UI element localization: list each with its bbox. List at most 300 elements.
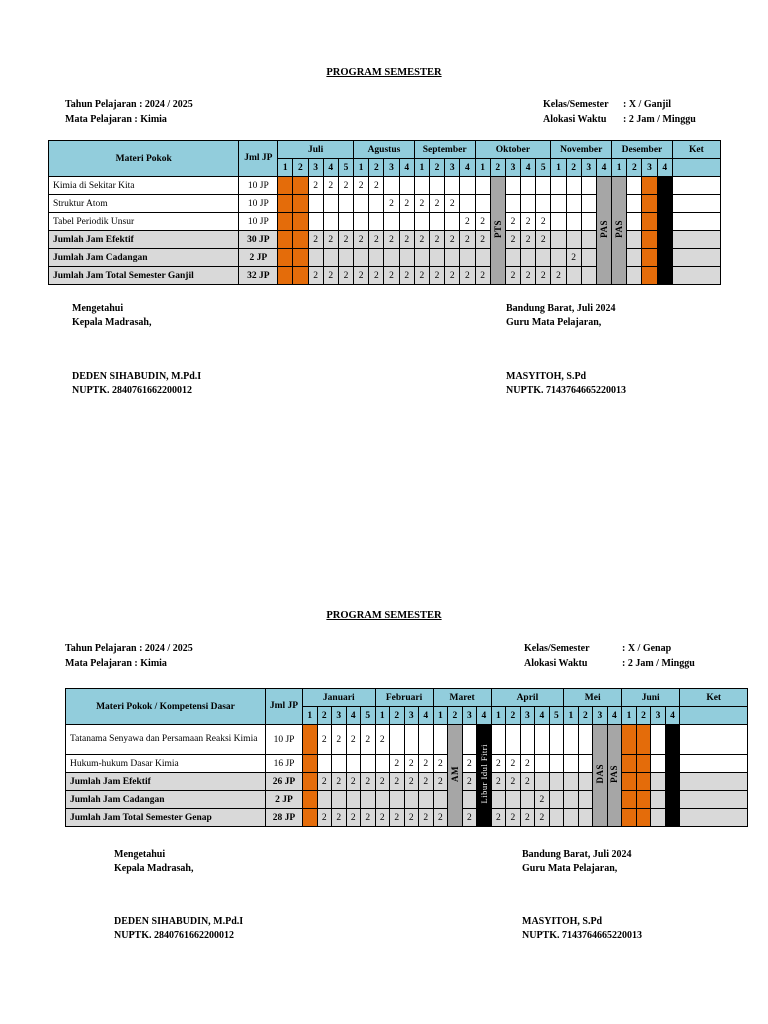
sem1-week-number: 1 <box>354 159 369 177</box>
week-cell <box>657 231 672 249</box>
week-cell: 2 <box>404 809 419 827</box>
week-cell: 2 <box>429 195 444 213</box>
week-cell: 2 <box>462 773 477 791</box>
sem1-week-number: 2 <box>429 159 444 177</box>
week-cell: 2 <box>521 267 536 285</box>
week-cell <box>564 773 579 791</box>
week-cell <box>384 213 399 231</box>
sem2-week-number: 4 <box>607 707 622 725</box>
week-cell: 2 <box>332 773 347 791</box>
week-cell <box>642 195 657 213</box>
week-cell: 2 <box>566 249 581 267</box>
week-cell <box>414 249 429 267</box>
week-cell: 2 <box>551 267 566 285</box>
sem2-week-number: 3 <box>593 707 608 725</box>
week-cell: 2 <box>462 755 477 773</box>
week-cell: 2 <box>520 773 535 791</box>
week-cell <box>622 791 637 809</box>
week-cell <box>566 213 581 231</box>
week-cell <box>293 267 308 285</box>
sem2-kelas-value: : X / Genap <box>622 643 672 654</box>
week-cell: 2 <box>491 755 506 773</box>
week-cell <box>308 213 323 231</box>
week-cell: 2 <box>369 267 384 285</box>
sem1-pas-column-2 <box>612 177 627 285</box>
table-row <box>66 755 748 773</box>
week-cell <box>414 177 429 195</box>
week-cell <box>578 755 593 773</box>
week-cell <box>429 249 444 267</box>
week-cell <box>505 177 520 195</box>
week-cell <box>551 249 566 267</box>
sem2-month-januari: Januari <box>303 689 376 707</box>
sem1-week-number: 2 <box>627 159 642 177</box>
sem2-week-number: 3 <box>332 707 347 725</box>
materi-cell: Hukum-hukum Dasar Kimia <box>66 755 266 773</box>
sem2-week-number: 2 <box>317 707 332 725</box>
sem2-schedule-table <box>65 688 748 827</box>
week-cell <box>627 231 642 249</box>
week-cell <box>536 177 551 195</box>
week-cell <box>536 249 551 267</box>
sem1-week-number: 2 <box>490 159 505 177</box>
week-cell <box>642 213 657 231</box>
week-cell: 2 <box>414 267 429 285</box>
sem2-info-left <box>65 641 193 671</box>
week-cell <box>535 773 550 791</box>
week-cell <box>535 725 550 755</box>
materi-cell: Tabel Periodik Unsur <box>49 213 239 231</box>
week-cell <box>636 755 651 773</box>
week-cell <box>338 213 353 231</box>
week-cell <box>549 755 564 773</box>
materi-cell: Struktur Atom <box>49 195 239 213</box>
sem1-week-number: 4 <box>460 159 475 177</box>
week-cell <box>303 755 318 773</box>
materi-cell: Jumlah Jam Efektif <box>66 773 266 791</box>
table-row <box>66 725 748 755</box>
sem2-kepala-name: DEDEN SIHABUDIN, M.Pd.I <box>114 916 244 927</box>
week-cell <box>278 231 293 249</box>
week-cell: 2 <box>375 809 390 827</box>
ket-cell <box>680 725 748 755</box>
sem2-mapel-label: Mata Pelajaran : <box>65 658 138 669</box>
week-cell <box>521 195 536 213</box>
week-cell: 2 <box>535 809 550 827</box>
week-cell <box>369 213 384 231</box>
week-cell <box>303 791 318 809</box>
week-cell <box>657 177 672 195</box>
week-cell <box>521 177 536 195</box>
sem2-week-number: 1 <box>564 707 579 725</box>
sem2-libur-column <box>477 725 492 827</box>
week-cell <box>578 773 593 791</box>
week-cell <box>520 791 535 809</box>
week-cell <box>651 791 666 809</box>
sem1-pas-column-2-label: PAS <box>614 220 625 238</box>
sem1-sig-left <box>72 302 151 330</box>
week-cell: 2 <box>354 267 369 285</box>
sem1-ket-blank <box>672 159 720 177</box>
week-cell: 2 <box>354 231 369 249</box>
week-cell: 2 <box>475 213 490 231</box>
week-cell: 2 <box>460 213 475 231</box>
week-cell: 2 <box>433 755 448 773</box>
sem2-tahun-label: Tahun Pelajaran : <box>65 643 143 654</box>
week-cell: 2 <box>332 809 347 827</box>
sem1-kelas-value: : X / Ganjil <box>623 99 672 110</box>
materi-cell: Jumlah Jam Total Semester Ganjil <box>49 267 239 285</box>
ket-cell <box>680 791 748 809</box>
jml-cell: 28 JP <box>266 809 303 827</box>
week-cell <box>636 791 651 809</box>
week-cell <box>354 213 369 231</box>
week-cell <box>636 809 651 827</box>
week-cell <box>622 809 637 827</box>
week-cell <box>581 213 596 231</box>
ket-cell <box>672 213 720 231</box>
week-cell <box>627 213 642 231</box>
week-cell: 2 <box>384 267 399 285</box>
sem2-libur-column-label: Libur Idul Fitri <box>478 744 489 804</box>
week-cell <box>566 177 581 195</box>
sem2-pas-column <box>607 725 622 827</box>
week-cell <box>578 809 593 827</box>
sem1-col-ket: Ket <box>672 141 720 159</box>
sem2-mapel-value: Kimia <box>140 658 167 669</box>
week-cell <box>278 177 293 195</box>
week-cell <box>642 231 657 249</box>
week-cell <box>375 791 390 809</box>
week-cell: 2 <box>346 773 361 791</box>
sem2-col-jml: Jml JP <box>266 689 303 725</box>
sem1-week-number: 1 <box>612 159 627 177</box>
week-cell: 2 <box>375 725 390 755</box>
sem1-week-number: 4 <box>657 159 672 177</box>
week-cell: 2 <box>520 755 535 773</box>
week-cell <box>317 791 332 809</box>
week-cell: 2 <box>505 267 520 285</box>
week-cell <box>361 755 376 773</box>
week-cell <box>338 195 353 213</box>
sem2-week-number: 5 <box>361 707 376 725</box>
materi-cell: Tatanama Senyawa dan Persamaan Reaksi Kimia <box>66 725 266 755</box>
week-cell: 2 <box>460 267 475 285</box>
week-cell: 2 <box>384 195 399 213</box>
sem2-kepala: Kepala Madrasah, <box>114 863 194 874</box>
week-cell: 2 <box>361 773 376 791</box>
week-cell <box>521 249 536 267</box>
week-cell <box>627 177 642 195</box>
week-cell <box>332 791 347 809</box>
week-cell <box>293 177 308 195</box>
week-cell <box>390 791 405 809</box>
week-cell <box>399 213 414 231</box>
week-cell: 2 <box>354 177 369 195</box>
week-cell <box>636 725 651 755</box>
week-cell <box>520 725 535 755</box>
week-cell <box>549 791 564 809</box>
week-cell <box>551 177 566 195</box>
ket-cell <box>672 267 720 285</box>
week-cell <box>404 791 419 809</box>
sem2-week-number: 4 <box>477 707 492 725</box>
week-cell <box>375 755 390 773</box>
week-cell <box>657 249 672 267</box>
sem1-alokasi-value: : 2 Jam / Minggu <box>623 114 696 125</box>
sem1-guru-nuptk: NUPTK. 7143764665220013 <box>506 385 626 396</box>
sem1-alokasi-label: Alokasi Waktu <box>543 114 607 125</box>
jml-cell: 10 JP <box>266 725 303 755</box>
week-cell <box>429 177 444 195</box>
week-cell: 2 <box>506 773 521 791</box>
week-cell <box>323 213 338 231</box>
week-cell <box>346 755 361 773</box>
week-cell <box>566 267 581 285</box>
week-cell <box>578 725 593 755</box>
week-cell: 2 <box>323 267 338 285</box>
week-cell: 2 <box>317 725 332 755</box>
sem2-month-februari: Februari <box>375 689 433 707</box>
sem1-kepala-name: DEDEN SIHABUDIN, M.Pd.I <box>72 371 202 382</box>
week-cell <box>293 249 308 267</box>
week-cell: 2 <box>419 773 434 791</box>
sem1-week-number: 3 <box>384 159 399 177</box>
sem1-week-number: 3 <box>581 159 596 177</box>
sem1-pts-column-label: PTS <box>492 219 503 238</box>
sem1-month-agustus: Agustus <box>354 141 415 159</box>
week-cell: 2 <box>433 809 448 827</box>
week-cell: 2 <box>361 725 376 755</box>
sem2-am-column-label: AM <box>449 766 460 782</box>
week-cell <box>293 231 308 249</box>
sem2-guru-nuptk: NUPTK. 7143764665220013 <box>522 930 642 941</box>
sem2-week-number: 1 <box>303 707 318 725</box>
week-cell: 2 <box>505 213 520 231</box>
sem1-sig-left-name <box>72 370 201 398</box>
materi-cell: Kimia di Sekitar Kita <box>49 177 239 195</box>
week-cell: 2 <box>505 231 520 249</box>
week-cell: 2 <box>536 267 551 285</box>
sem2-alokasi-value: : 2 Jam / Minggu <box>622 658 695 669</box>
sem1-month-oktober: Oktober <box>475 141 551 159</box>
week-cell: 2 <box>536 213 551 231</box>
sem1-mapel-value: Kimia <box>140 114 167 125</box>
sem1-week-number: 1 <box>475 159 490 177</box>
week-cell <box>506 791 521 809</box>
week-cell <box>622 755 637 773</box>
week-cell <box>665 809 680 827</box>
sem2-week-number: 1 <box>622 707 637 725</box>
sem1-kelas-label: Kelas/Semester <box>543 99 609 110</box>
week-cell <box>278 195 293 213</box>
week-cell: 2 <box>462 809 477 827</box>
sem2-week-number: 1 <box>375 707 390 725</box>
sem2-week-number: 4 <box>535 707 550 725</box>
week-cell <box>475 177 490 195</box>
week-cell <box>551 195 566 213</box>
week-cell <box>390 725 405 755</box>
sem1-week-number: 4 <box>596 159 611 177</box>
jml-cell: 26 JP <box>266 773 303 791</box>
week-cell <box>429 213 444 231</box>
sem1-guru-name: MASYITOH, S.Pd <box>506 371 587 382</box>
week-cell <box>651 773 666 791</box>
week-cell <box>332 755 347 773</box>
week-cell <box>293 213 308 231</box>
jml-cell: 2 JP <box>266 791 303 809</box>
week-cell: 2 <box>332 725 347 755</box>
week-cell <box>293 195 308 213</box>
table-row <box>66 791 748 809</box>
week-cell <box>369 195 384 213</box>
week-cell: 2 <box>536 231 551 249</box>
sem1-pas-column-1-label: PAS <box>598 220 609 238</box>
week-cell <box>399 177 414 195</box>
week-cell <box>278 213 293 231</box>
week-cell <box>578 791 593 809</box>
week-cell <box>462 791 477 809</box>
week-cell <box>665 773 680 791</box>
sem2-kepala-nuptk: NUPTK. 2840761662200012 <box>114 930 234 941</box>
ket-cell <box>672 177 720 195</box>
week-cell <box>505 195 520 213</box>
week-cell: 2 <box>491 773 506 791</box>
sem1-col-materi: Materi Pokok <box>49 141 239 177</box>
sem2-week-number: 1 <box>433 707 448 725</box>
materi-cell: Jumlah Jam Cadangan <box>66 791 266 809</box>
sem2-place-date: Bandung Barat, Juli 2024 <box>522 849 632 860</box>
sem2-das-column <box>593 725 608 827</box>
week-cell: 2 <box>369 177 384 195</box>
jml-cell: 2 JP <box>239 249 278 267</box>
week-cell: 2 <box>491 809 506 827</box>
sem1-place-date: Bandung Barat, Juli 2024 <box>506 303 616 314</box>
week-cell <box>564 725 579 755</box>
sem2-week-number: 5 <box>549 707 564 725</box>
week-cell <box>564 791 579 809</box>
week-cell <box>581 231 596 249</box>
sem2-week-number: 2 <box>506 707 521 725</box>
week-cell: 2 <box>361 809 376 827</box>
week-cell <box>627 195 642 213</box>
sem2-sig-left-name <box>114 915 243 943</box>
sem2-week-number: 3 <box>651 707 666 725</box>
week-cell: 2 <box>308 177 323 195</box>
sem1-week-number: 2 <box>369 159 384 177</box>
sem2-tahun-value: 2024 / 2025 <box>144 643 193 654</box>
week-cell <box>303 809 318 827</box>
sem2-kelas-label: Kelas/Semester <box>524 643 590 654</box>
week-cell <box>399 249 414 267</box>
sem2-sig-right <box>522 848 631 876</box>
week-cell: 2 <box>317 809 332 827</box>
sem1-week-number: 5 <box>536 159 551 177</box>
week-cell: 2 <box>506 809 521 827</box>
week-cell: 2 <box>506 755 521 773</box>
sem2-week-number: 4 <box>346 707 361 725</box>
jml-cell: 30 JP <box>239 231 278 249</box>
week-cell <box>445 249 460 267</box>
jml-cell: 10 JP <box>239 177 278 195</box>
week-cell <box>354 249 369 267</box>
sem1-week-number: 1 <box>551 159 566 177</box>
week-cell <box>303 773 318 791</box>
week-cell: 2 <box>521 213 536 231</box>
week-cell: 2 <box>399 267 414 285</box>
week-cell: 2 <box>429 267 444 285</box>
sem2-week-number: 3 <box>404 707 419 725</box>
week-cell <box>419 725 434 755</box>
week-cell <box>369 249 384 267</box>
sem1-pts-column <box>490 177 505 285</box>
sem2-week-number: 2 <box>578 707 593 725</box>
week-cell <box>665 791 680 809</box>
sem1-mengetahui: Mengetahui <box>72 303 124 314</box>
week-cell <box>462 725 477 755</box>
week-cell <box>651 809 666 827</box>
week-cell <box>549 809 564 827</box>
week-cell <box>308 195 323 213</box>
sem1-week-number: 2 <box>566 159 581 177</box>
week-cell <box>627 267 642 285</box>
sem1-guru: Guru Mata Pelajaran, <box>506 317 602 328</box>
week-cell <box>551 231 566 249</box>
week-cell <box>475 249 490 267</box>
sem1-month-juli: Juli <box>278 141 354 159</box>
sem2-week-number: 2 <box>448 707 463 725</box>
week-cell <box>651 755 666 773</box>
ket-cell <box>672 195 720 213</box>
week-cell <box>657 213 672 231</box>
table-row <box>49 177 721 195</box>
week-cell <box>665 755 680 773</box>
week-cell <box>404 725 419 755</box>
week-cell <box>506 725 521 755</box>
week-cell: 2 <box>445 267 460 285</box>
week-cell <box>384 177 399 195</box>
week-cell <box>460 177 475 195</box>
table-row <box>66 773 748 791</box>
sem2-am-column <box>448 725 463 827</box>
week-cell: 2 <box>369 231 384 249</box>
week-cell: 2 <box>384 231 399 249</box>
week-cell <box>491 791 506 809</box>
sem1-week-number: 4 <box>399 159 414 177</box>
week-cell: 2 <box>338 267 353 285</box>
sem1-month-september: September <box>414 141 475 159</box>
sem2-guru: Guru Mata Pelajaran, <box>522 863 618 874</box>
sem1-week-number: 5 <box>338 159 353 177</box>
week-cell <box>642 177 657 195</box>
sem1-week-number: 3 <box>505 159 520 177</box>
sem1-schedule-table <box>48 140 721 285</box>
week-cell <box>642 249 657 267</box>
week-cell <box>323 195 338 213</box>
sem1-month-november: November <box>551 141 612 159</box>
week-cell: 2 <box>323 177 338 195</box>
ket-cell <box>680 773 748 791</box>
week-cell: 2 <box>429 231 444 249</box>
week-cell <box>338 249 353 267</box>
sem1-month-desember: Desember <box>612 141 673 159</box>
week-cell: 2 <box>460 231 475 249</box>
week-cell: 2 <box>475 267 490 285</box>
week-cell: 2 <box>399 195 414 213</box>
materi-cell: Jumlah Jam Efektif <box>49 231 239 249</box>
week-cell <box>475 195 490 213</box>
week-cell: 2 <box>338 231 353 249</box>
